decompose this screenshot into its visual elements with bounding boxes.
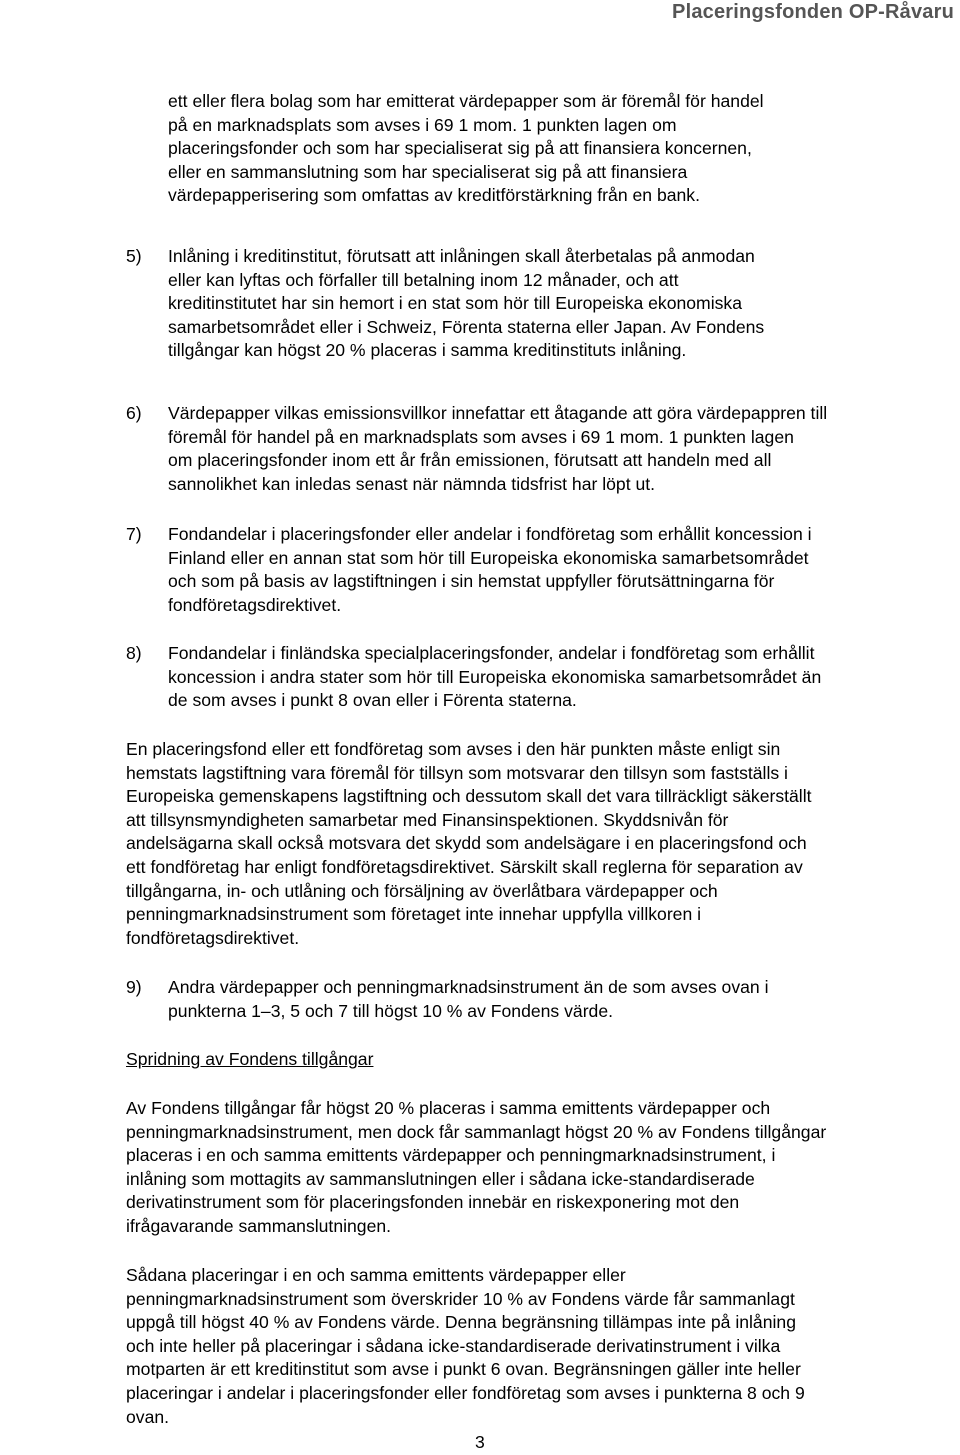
- page-number: 3: [475, 1432, 485, 1452]
- text-line: penningmarknadsinstrument, men dock får sammanlagt högst 20 % av Fondens tillgångar: [126, 1121, 827, 1142]
- text-line: Fondandelar i placeringsfonder eller andelar i fondföretag som erhållit koncession i: [168, 524, 812, 544]
- body-paragraph: [126, 1264, 805, 1429]
- text-line: kreditinstitutet har sin hemort i en stat som hör till Europeiska ekonomiska: [168, 293, 743, 314]
- text-line: Andra värdepapper och penningmarknadsinstrument än de som avses ovan i: [168, 977, 769, 997]
- text-line: uppgå till högst 40 % av Fondens värde. Denna begränsning tillämpas inte på inlåning: [126, 1312, 796, 1333]
- text-line: tillgångar kan högst 20 % placeras i samma kreditinstituts inlåning.: [168, 340, 687, 361]
- item-number: 9): [126, 977, 142, 997]
- body-paragraph: [126, 1097, 826, 1239]
- text-line: ovan.: [126, 1406, 170, 1427]
- text-line: och inte heller på placeringar i sådana icke-standardiserade derivatinstrument i vilka: [126, 1335, 781, 1356]
- text-line: andelsägarna skall också motsvara det skydd som andelsägare i en placeringsfond och: [126, 833, 807, 854]
- text-line: placeringsfonder och som har specialiserat sig på att finansiera koncernen,: [168, 138, 752, 159]
- intro-paragraph: [168, 90, 764, 208]
- text-line: värdepapperisering som omfattas av kreditförstärkning från en bank.: [168, 185, 700, 206]
- item-9-text: [168, 976, 769, 1023]
- item-number: 7): [126, 524, 142, 544]
- text-line: hemstats lagstiftning vara föremål för tillsyn som motsvarar den tillsyn som fastställs i: [126, 762, 788, 783]
- text-line: derivatinstrument som för placeringsfonden innebär en riskexponering mot den: [126, 1192, 740, 1213]
- text-line: samarbetsområdet eller i Schweiz, Förenta staterna eller Japan. Av Fondens: [168, 316, 765, 337]
- item-number: 6): [126, 403, 142, 423]
- text-line: Europeiska gemenskapens lagstiftning och dessutom skall det vara tillräckligt säkerställt: [126, 786, 812, 807]
- text-line: Finland eller en annan stat som hör till Europeiska ekonomiska samarbetsområdet: [168, 547, 809, 568]
- text-line: penningmarknadsinstrument som företaget inte innehar uppfylla villkoren i: [126, 904, 702, 925]
- text-line: inlåning som mottagits av sammanslutningen eller i sådana icke-standardiserade: [126, 1168, 755, 1189]
- text-line: ifrågavarande sammanslutningen.: [126, 1215, 392, 1236]
- text-line: penningmarknadsinstrument som överskrider 10 % av Fondens värde får sammanlagt: [126, 1288, 795, 1309]
- text-line: ett fondföretag har enligt fondföretagsdirektivet. Särskilt skall reglerna för separation av: [126, 856, 803, 877]
- item-6-text: [168, 402, 827, 496]
- text-line: Fondandelar i finländska specialplaceringsfonder, andelar i fondföretag som erhållit: [168, 643, 815, 663]
- text-line: koncession i andra stater som hör till Europeiska ekonomiska samarbetsområdet än: [168, 666, 822, 687]
- text-line: sannolikhet kan inledas senast när nämnda tidsfrist har löpt ut.: [168, 473, 656, 494]
- text-line: ett eller flera bolag som har emitterat värdepapper som är föremål för handel: [168, 91, 764, 111]
- text-line: motparten är ett kreditinstitut som avse i punkt 6 ovan. Begränsningen gäller inte heller: [126, 1359, 801, 1380]
- item-number: 8): [126, 643, 142, 663]
- text-line: fondföretagsdirektivet.: [168, 594, 342, 615]
- text-line: fondföretagsdirektivet.: [126, 927, 300, 948]
- text-line: tillgångarna, in- och utlåning och försäljning av överlåtbara värdepapper och: [126, 880, 718, 901]
- text-line: de som avses i punkt 8 ovan eller i Förenta staterna.: [168, 690, 577, 711]
- item-7-text: [168, 523, 812, 617]
- item-number: 5): [126, 246, 142, 266]
- text-line: och som på basis av lagstiftningen i sin hemstat uppfyller förutsättningarna för: [168, 571, 775, 592]
- text-line: En placeringsfond eller ett fondföretag som avses i den här punkten måste enligt sin: [126, 739, 781, 759]
- text-line: eller kan lyftas och förfaller till betalning inom 12 månader, och att: [168, 269, 679, 290]
- text-line: Av Fondens tillgångar får högst 20 % placeras i samma emittents värdepapper och: [126, 1098, 771, 1118]
- text-line: på en marknadsplats som avses i 69 1 mom. 1 punkten lagen om: [168, 114, 677, 135]
- text-line: Sådana placeringar i en och samma emittents värdepapper eller: [126, 1265, 626, 1285]
- text-line: föremål för handel på en marknadsplats som avses i 69 1 mom. 1 punkten lagen: [168, 426, 794, 447]
- text-line: punkterna 1–3, 5 och 7 till högst 10 % av Fondens värde.: [168, 1000, 614, 1021]
- text-line: Värdepapper vilkas emissionsvillkor innefattar ett åtagande att göra värdepappren till: [168, 403, 828, 423]
- body-paragraph: [126, 738, 812, 950]
- header-title: Placeringsfonden OP-Råvaru: [672, 1, 954, 23]
- text-line: placeringar i andelar i placeringsfonder eller fondföretag som avses i punkterna 8 och 9: [126, 1382, 805, 1403]
- text-line: placeras i en och samma emittents värdepapper och penningmarknadsinstrument, i: [126, 1145, 776, 1166]
- text-line: att tillsynsmyndigheten samarbetar med Finansinspektionen. Skyddsnivån för: [126, 809, 729, 830]
- text-line: om placeringsfonder inom ett år från emissionen, förutsatt att handeln med all: [168, 450, 772, 471]
- text-line: eller en sammanslutning som har specialiserat sig på att finansiera: [168, 161, 688, 182]
- text-line: Inlåning i kreditinstitut, förutsatt att inlåningen skall återbetalas på anmodan: [168, 246, 755, 266]
- item-5-text: [168, 245, 764, 363]
- item-8-text: [168, 642, 821, 713]
- section-heading: Spridning av Fondens tillgångar: [126, 1049, 374, 1069]
